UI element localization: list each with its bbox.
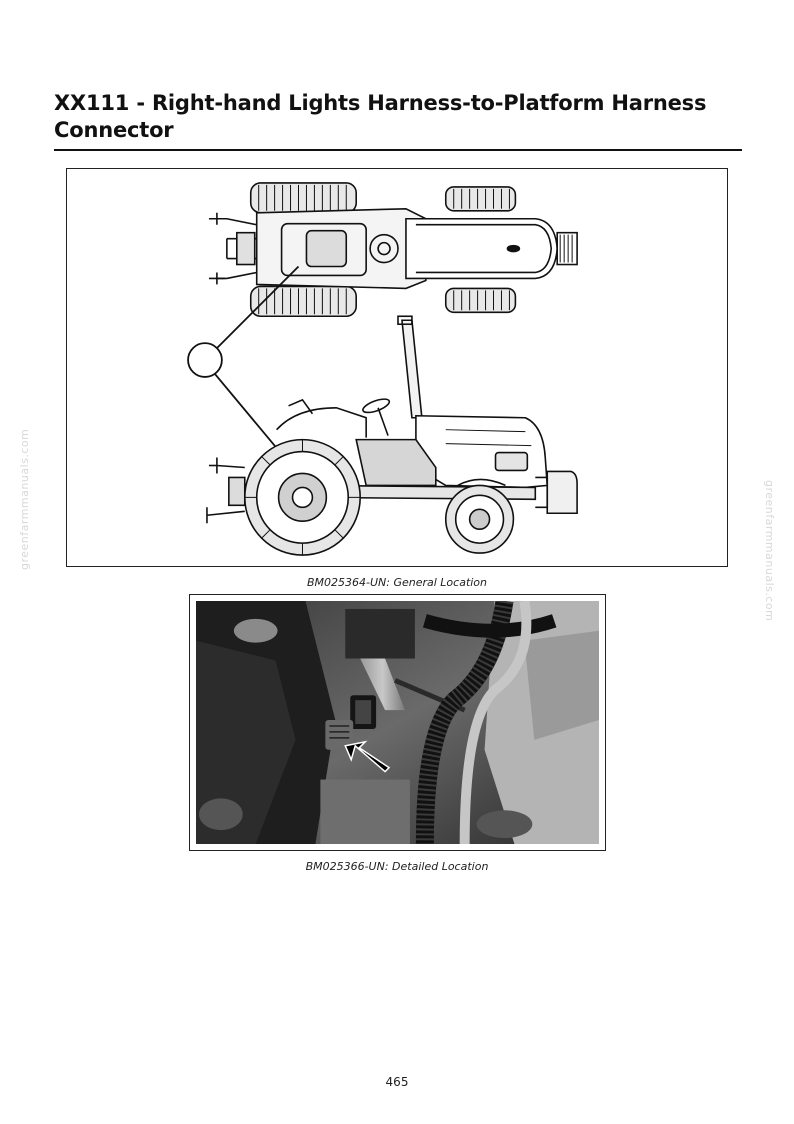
detailed-location-figure (189, 594, 606, 851)
watermark-left: greenfarmmanuals.com (18, 428, 31, 570)
detailed-location-caption: BM025366-UN: Detailed Location (305, 860, 489, 873)
page-title: XX111 - Right-hand Lights Harness-to-Platform Harness Connector (54, 91, 707, 142)
tractor-line-art (67, 169, 727, 566)
general-location-figure (66, 168, 728, 567)
watermark-right: greenfarmmanuals.com (763, 480, 776, 622)
title-rule (54, 149, 742, 151)
callout-circle (188, 343, 222, 377)
general-location-caption: BM025364-UN: General Location (306, 576, 488, 589)
tractor-top-view (209, 183, 577, 316)
engine-bay-photo (196, 601, 599, 844)
page-number: 465 (385, 1075, 409, 1089)
tractor-side-view (207, 316, 577, 555)
